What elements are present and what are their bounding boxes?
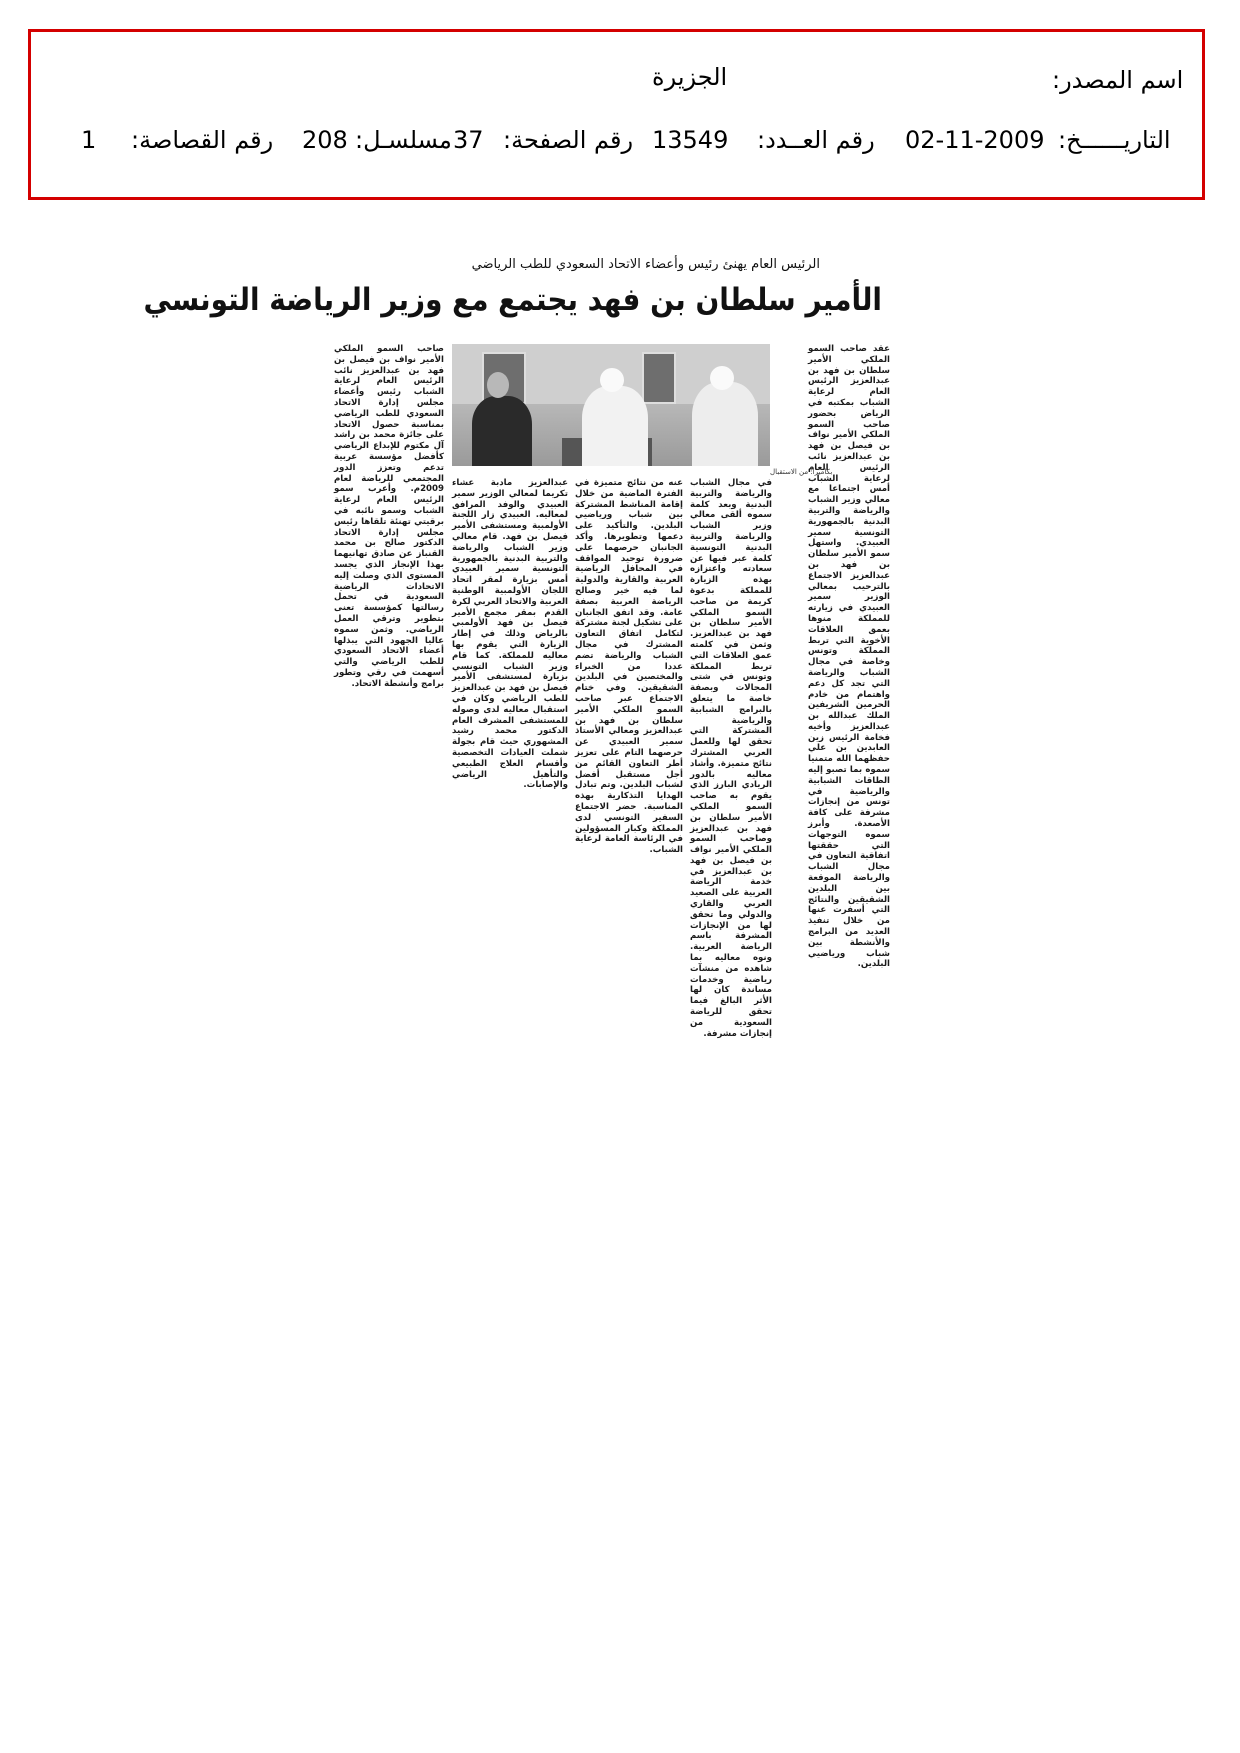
source-label: اسم المصدر: xyxy=(1052,66,1184,94)
article-supertitle: الرئيس العام يهنئ رئيس وأعضاء الاتحاد السعودي للطب الرياضي xyxy=(471,257,820,272)
clip-label: رقم القصاصة: xyxy=(131,126,274,154)
date-label: التاريــــــخ: xyxy=(1058,126,1171,154)
serial-value: 208 xyxy=(302,126,348,154)
article-column-5: صاحب السمو الملكي الأمير نواف بن فيصل بن فهد بن عبدالعزيز نائب الرئيس العام لرعاية الشباب رئيس وأعضاء مجلس إدارة الاتحاد السعودي للطب الرياضي بمناسبة حصول الاتحاد على جائزة محمد بن راشد آل مكتوم للإبداع الرياضي كأفضل مؤسسة عربية تدعم وتعزز الدور المجتمعي للرياضة لعام 2009م. وأعرب سمو الرئيس العام لرعاية الشباب وسمو نائبه في برقيتي تهنئة تلقاها رئيس مجلس إدارة الاتحاد الدكتور صالح بن محمد القنباز عن صادق تهانيهما بهذا الإنجاز الذي يجسد المستوى الذي وصلت إليه الاتحادات الرياضية السعودية في تحمل رسالتها كمؤسسة تعنى بتطوير وترقي العمل الرياضي. وثمن سموه عاليا الجهود التي يبذلها أعضاء الاتحاد السعودي للطب الرياضي والتي أسهمت في رقي وتطور برامج وأنشطة الاتحاد. xyxy=(334,344,444,689)
clip-value: 1 xyxy=(81,126,97,154)
photo-caption: بكاميرا: من الاستقبال xyxy=(770,468,833,476)
article-column-4: عبدالعزيز مادبة عشاء تكريما لمعالي الوزير سمير العبيدي والوفد المرافق لمعاليه. العبيدي زار اللجنة الأولمبية ومستشفى الأمير فيصل بن فهد. قام معالي وزير الشباب والرياضة والتربية البدنية بالجمهورية التونسية سمير العبيدي أمس بزيارة لمقر اتحاد اللجان الأولمبية الوطنية العربية والاتحاد العربي لكرة القدم بمقر مجمع الأمير فيصل بن فهد الأولمبي بالرياض وذلك في إطار الزيارة التي يقوم بها معاليه للمملكة. كما قام وزير الشباب التونسي بزيارة لمستشفى الأمير فيصل بن فهد بن عبدالعزيز للطب الرياضي وكان في استقبال معاليه لدى وصوله للمستشفى المشرف العام الدكتور محمد رشيد المشهوري حيث قام بجولة شملت العيادات التخصصية وأقسام العلاج الطبيعي والتأهيل الرياضي والإصابات. xyxy=(452,478,568,791)
newspaper-clipping xyxy=(143,240,890,1039)
issue-value: 13549 xyxy=(652,126,729,154)
clipping-metadata-box xyxy=(28,29,1205,200)
source-value: الجزيرة xyxy=(652,63,728,91)
article-headline: الأمير سلطان بن فهد يجتمع مع وزير الرياضة التونسي xyxy=(143,282,883,318)
serial-label: مسلسـل: xyxy=(355,126,452,154)
date-value: 02-11-2009 xyxy=(905,126,1045,154)
article-column-2: في مجال الشباب والرياضة والتربية البدنية وبعد كلمة سموه ألقى معالي وزير الشباب والرياضة والتربية البدنية التونسية كلمة عبر فيها عن سعادته واعتزازه بهذه الزيارة للمملكة بدعوة كريمة من صاحب السمو الملكي الأمير سلطان بن فهد بن عبدالعزيز. وثمن في كلمته عمق العلاقات التي تربط المملكة وتونس في شتى المجالات وبصفة خاصة ما يتعلق بالبرامج الشبابية والرياضية المشتركة التي تحقق لها وللعمل العربي المشترك نتائج متميزة. وأشاد معاليه بالدور الريادي البارز الذي يقوم به صاحب السمو الملكي الأمير سلطان بن فهد بن عبدالعزيز وصاحب السمو الملكي الأمير نواف بن فيصل بن فهد بن عبدالعزيز في خدمة الرياضة العربية على الصعيد العربي والقاري والدولي وما تحقق لها من الإنجازات المشرفة باسم الرياضة العربية. ونوه معاليه بما شاهده من منشآت رياضية وخدمات مساندة كان لها الأثر البالغ فيما تحقق للرياضة السعودية من إنجازات مشرفة. xyxy=(690,478,772,1039)
page-value: 37 xyxy=(453,126,484,154)
article-column-1: عقد صاحب السمو الملكي الأمير سلطان بن فهد بن عبدالعزيز الرئيس العام لرعاية الشباب بمكتبه في الرياض بحضور صاحب السمو الملكي الأمير نواف بن فيصل بن فهد بن عبدالعزيز نائب الرئيس العام لرعاية الشباب أمس اجتماعا مع معالي وزير الشباب والرياضة والتربية البدنية بالجمهورية التونسية سمير العبيدي. واستهل سمو الأمير سلطان بن فهد بن عبدالعزيز الاجتماع بالترحيب بمعالي الوزير سمير العبيدي في زيارته للمملكة منوها بعمق العلاقات الأخوية التي تربط المملكة وتونس وخاصة في مجال الشباب والرياضة التي تجد كل دعم واهتمام من خادم الحرمين الشريفين الملك عبدالله بن عبدالعزيز وأخيه فخامة الرئيس زين العابدين بن علي حفظهما الله متمنيا سموه بما تصبو إليه الطاقات الشبابية والرياضية في تونس من إنجازات مشرفة على كافة الأصعدة. وأبرز سموه التوجهات التي حققتها اتفاقية التعاون في مجال الشباب والرياضة الموقعة بين البلدين الشقيقين والنتائج التي أسفرت عنها من خلال تنفيذ العديد من البرامج والأنشطة بين شباب ورياضيي البلدين. xyxy=(808,344,890,970)
page-label: رقم الصفحة: xyxy=(503,126,634,154)
article-column-3: عنه من نتائج متميزة في الفترة الماضية من خلال إقامة المناشط المشتركة بين شباب ورياضيي البلدين. والتأكيد على دعمها وتطويرها. وأكد الجانبان حرصهما على ضرورة توحيد المواقف في المحافل الرياضية العربية والقارية والدولية لما فيه خير وصالح الرياضة العربية بصفة عامة. وقد اتفق الجانبان على تشكيل لجنة مشتركة لتكامل اتفاق التعاون المشترك في مجال الشباب والرياضة تضم عددا من الخبراء والمختصين في البلدين الشقيقين. وفي ختام الاجتماع عبر صاحب السمو الملكي الأمير سلطان بن فهد بن عبدالعزيز ومعالي الأستاذ سمير العبيدي عن حرصهما التام على تعزيز أطر التعاون القائم من أجل مستقبل أفضل لشباب البلدين. وتم تبادل الهدايا التذكارية بهذه المناسبة. حضر الاجتماع السفير التونسي لدى المملكة وكبار المسؤولين في الرئاسة العامة لرعاية الشباب. xyxy=(575,478,683,856)
article-photo xyxy=(452,344,770,466)
issue-label: رقم العــدد: xyxy=(757,126,875,154)
